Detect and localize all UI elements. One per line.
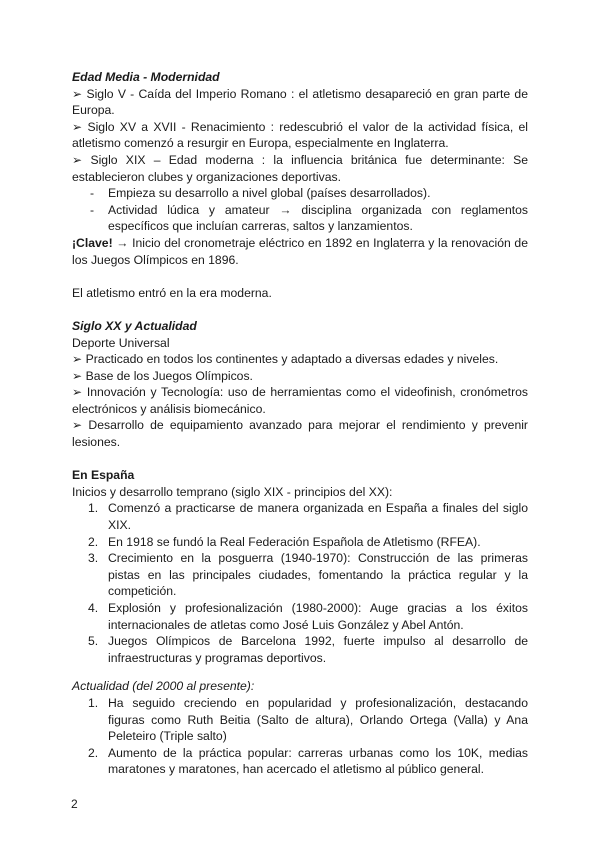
arrow-bullet-icon: ➢ bbox=[72, 368, 83, 383]
list-item: 5. Juegos Olímpicos de Barcelona 1992, fuerte impulso al desarrollo de infraestructuras y programas deportivos. bbox=[88, 634, 528, 665]
bullet-continentes: ➢ Practicado en todos los continentes y adaptado a diversas edades y niveles. bbox=[72, 352, 499, 367]
bullet-innovacion: ➢ Innovación y Tecnología: uso de herramientas como el videofinish, cronómetros electrónicos y análisis biomecánico. bbox=[72, 385, 528, 416]
section-title-espana: En España bbox=[72, 468, 135, 483]
key-label: ¡Clave! bbox=[72, 235, 113, 250]
page-number: 2 bbox=[71, 797, 78, 811]
current-title: Actualidad (del 2000 al presente): bbox=[72, 679, 255, 694]
arrow-bullet-icon: ➢ bbox=[72, 119, 83, 134]
list-item: 1. Ha seguido creciendo en popularidad y profesionalización, destacando figuras como Ruth Beitia (Salto de altura), Orlando Ortega (Valla) y Ana Peleteiro (Triple salto) bbox=[88, 695, 528, 744]
arrow-bullet-icon: ➢ bbox=[72, 385, 83, 400]
bullet-juegos-olimpicos: ➢ Base de los Juegos Olímpicos. bbox=[72, 368, 253, 383]
list-item: 3. Crecimiento en la posguerra (1940-1970): Construcción de las primeras pistas en las principales ciudades, fomentando la práctica regular y la competición. bbox=[88, 551, 528, 599]
numbered-list-inicios bbox=[72, 500, 528, 666]
page-content bbox=[72, 69, 528, 778]
sub-list bbox=[72, 185, 528, 235]
arrow-bullet-icon: ➢ bbox=[72, 352, 83, 367]
arrow-bullet-icon: ➢ bbox=[72, 418, 83, 433]
key-note: ¡Clave! → Inicio del cronometraje eléctrico en 1892 en Inglaterra y la renovación de los Juegos Olímpicos en 1896. bbox=[72, 235, 528, 267]
list-item: 2. En 1918 se fundó la Real Federación Española de Atletismo (RFEA). bbox=[88, 534, 481, 549]
dash-marker: - bbox=[90, 202, 95, 217]
numbered-list-actualidad bbox=[72, 695, 528, 778]
closing-sentence: El atletismo entró en la era moderna. bbox=[72, 285, 272, 300]
list-item: 1. Comenzó a practicarse de manera organizada en España a finales del siglo XIX. bbox=[88, 501, 528, 533]
bullet-siglo-v: ➢ Siglo V - Caída del Imperio Romano : el atletismo desapareció en gran parte de Europa. bbox=[72, 86, 528, 118]
arrow-bullet-icon: ➢ bbox=[72, 152, 83, 167]
bullet-siglo-xv: ➢ Siglo XV a XVII - Renacimiento : redescubrió el valor de la actividad física, el atletismo comenzó a resurgir en Europa, especialmente en Inglaterra. bbox=[72, 119, 529, 151]
section-intro: Inicios y desarrollo temprano (siglo XIX - principios del XX): bbox=[72, 484, 393, 499]
sub-list-item: - Actividad lúdica y amateur → disciplina organizada con reglamentos específicos que incluían carreras, saltos y lanzamientos. bbox=[90, 202, 528, 234]
sub-list-item: - Empieza su desarrollo a nivel global (países desarrollados). bbox=[90, 186, 431, 201]
section-title-siglo-xx: Siglo XX y Actualidad bbox=[72, 318, 197, 333]
bullet-equipamiento: ➢ Desarrollo de equipamiento avanzado para mejorar el rendimiento y prevenir lesiones. bbox=[72, 418, 528, 450]
section-subtitle: Deporte Universal bbox=[72, 335, 170, 350]
arrow-bullet-icon: ➢ bbox=[72, 86, 83, 101]
section-title-edad-media: Edad Media - Modernidad bbox=[72, 70, 220, 84]
dash-marker: - bbox=[90, 186, 95, 201]
list-item: 4. Explosión y profesionalización (1980-2000): Auge gracias a los éxitos internacionales de atletas como José Luis González y Abel Antón. bbox=[88, 601, 528, 632]
bullet-siglo-xix: ➢ Siglo XIX – Edad moderna : la influencia británica fue determinante: Se establecieron clubes y organizaciones deportivas. bbox=[72, 152, 529, 184]
list-item: 2. Aumento de la práctica popular: carreras urbanas como los 10K, medias maratones y maratones, han acercado el atletismo al público general. bbox=[88, 745, 528, 777]
